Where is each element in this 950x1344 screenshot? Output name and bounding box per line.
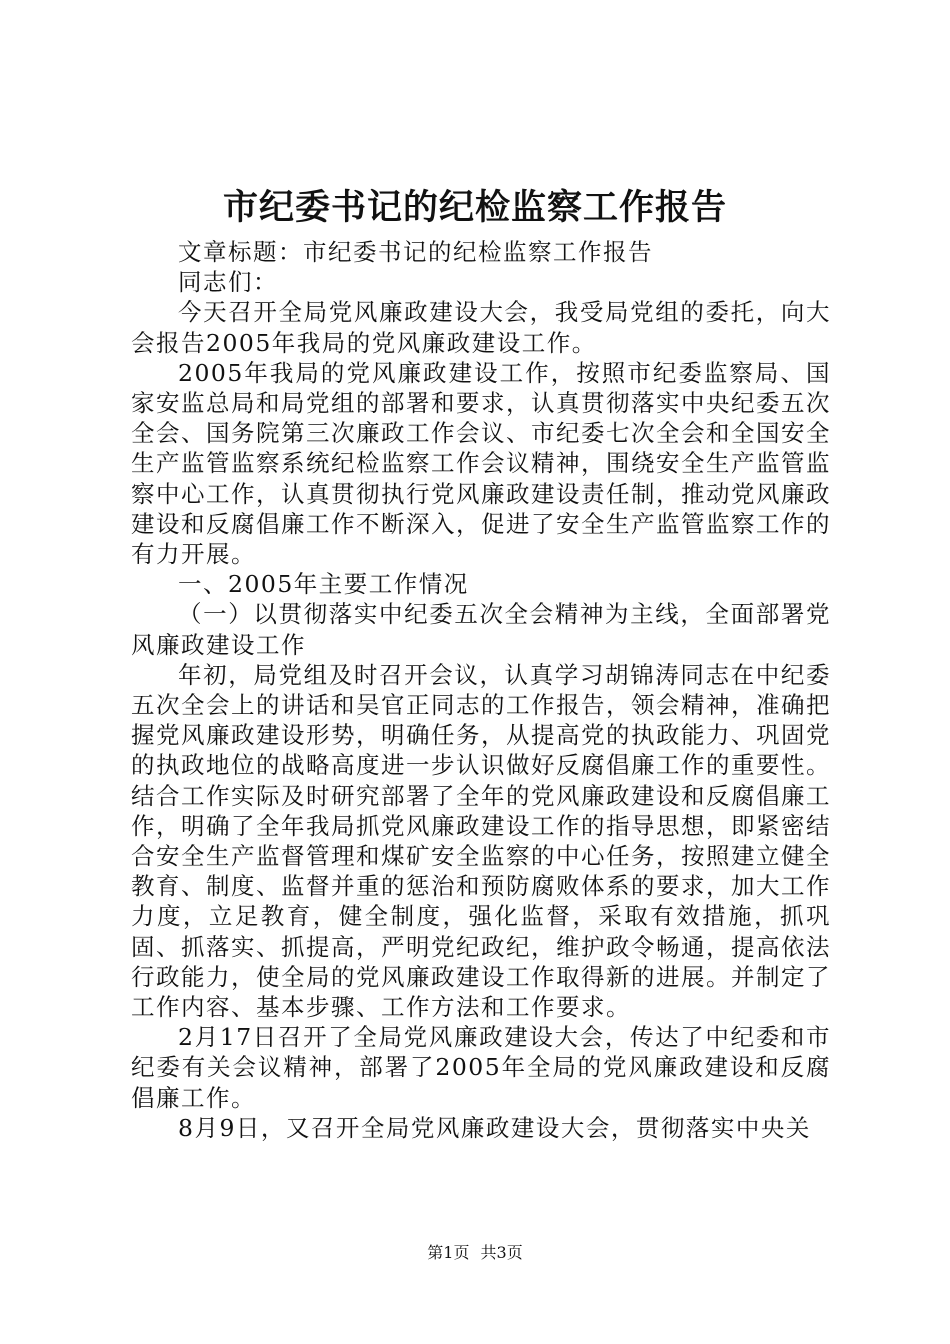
section-heading: 一、2005年主要工作情况 (178, 570, 469, 599)
page-number: 第1页 (427, 1243, 470, 1262)
page-footer (0, 1242, 950, 1264)
paragraph: 年初，局党组及时召开会议，认真学习胡锦涛同志在中纪委五次全会上的讲话和吴官正同志的工作报告，领会精神，准确把握党风廉政建设形势，明确任务，从提高党的执政能力、巩固党的执政地位的战略高度进一步认识做好反腐倡廉工作的重要性。结合工作实际及时研究部署了全年的党风廉政建设和反腐倡廉工作，明确了全年我局抓党风廉政建设工作的指导思想，即紧密结合安全生产监督管理和煤矿安全监察的中心任务，按照建立健全教育、制度、监督并重的惩治和预防腐败体系的要求，加大工作力度，立足教育，健全制度，强化监督，采取有效措施，抓巩固、抓落实、抓提高，严明党纪政纪，维护政令畅通，提高依法行政能力，使全局的党风廉政建设工作取得新的进展。并制定了工作内容、基本步骤、工作方法和工作要求。 (131, 660, 831, 1022)
document-title: 市纪委书记的纪检监察工作报告 (222, 187, 727, 228)
paragraph: 2005年我局的党风廉政建设工作，按照市纪委监察局、国家安监总局和局党组的部署和要求，认真贯彻落实中央纪委五次全会、国务院第三次廉政工作会议、市纪委七次全会和全国安全生产监管监察系统纪检监察工作会议精神，围绕安全生产监管监察中心工作，认真贯彻执行党风廉政建设责任制，推动党风廉政建设和反腐倡廉工作不断深入，促进了安全生产监管监察工作的有力开展。 (131, 358, 831, 569)
salutation: 同志们： (178, 268, 278, 297)
paragraph: 8月9日，又召开全局党风廉政建设大会，贯彻落实中央关 (178, 1113, 811, 1142)
document-body (131, 237, 831, 1143)
paragraph: 今天召开全局党风廉政建设大会，我受局党组的委托，向大会报告2005年我局的党风廉政建设工作。 (131, 298, 831, 357)
subsection-heading: （一）以贯彻落实中纪委五次全会精神为主线，全面部署党风廉政建设工作 (131, 600, 831, 659)
total-pages: 共3页 (480, 1243, 523, 1262)
article-title-line: 文章标题：市纪委书记的纪检监察工作报告 (178, 238, 653, 266)
paragraph: 2月17日召开了全局党风廉政建设大会，传达了中纪委和市纪委有关会议精神，部署了2005年全局的党风廉政建设和反腐倡廉工作。 (131, 1023, 831, 1112)
